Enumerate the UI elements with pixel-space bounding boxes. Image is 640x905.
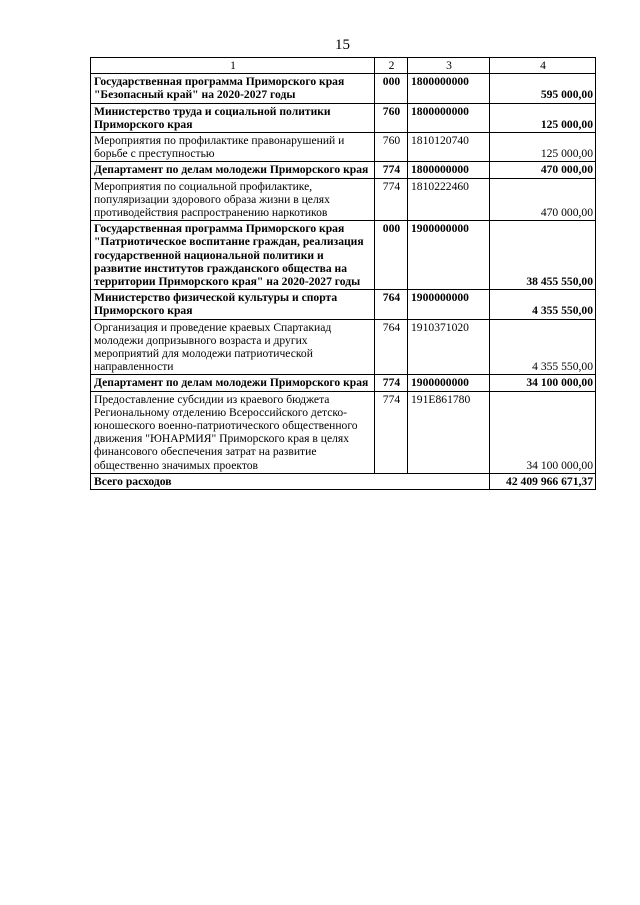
page-number: 15 — [335, 37, 350, 53]
row-target: 1810222460 — [408, 178, 490, 221]
header-col-1: 1 — [91, 58, 375, 74]
header-col-4: 4 — [490, 58, 596, 74]
row-target: 1810120740 — [408, 133, 490, 162]
row-target: 1800000000 — [408, 74, 490, 103]
table-row — [91, 103, 596, 132]
table-row — [91, 74, 596, 103]
row-code: 760 — [375, 133, 408, 162]
row-amount: 34 100 000,00 — [490, 375, 596, 391]
row-code: 774 — [375, 375, 408, 391]
row-amount: 4 355 550,00 — [490, 319, 596, 375]
row-target: 1900000000 — [408, 375, 490, 391]
header-col-3: 3 — [408, 58, 490, 74]
row-target: 1910371020 — [408, 319, 490, 375]
total-label: Всего расходов — [91, 473, 490, 489]
row-amount: 125 000,00 — [490, 133, 596, 162]
table-row — [91, 391, 596, 473]
table-row — [91, 133, 596, 162]
row-name: Организация и проведение краевых Спартакиад молодежи допризывного возраста и других мероприятий для молодежи патриотической направленности — [91, 319, 375, 375]
table-header-row — [91, 58, 596, 74]
row-amount: 38 455 550,00 — [490, 221, 596, 290]
row-name: Государственная программа Приморского края "Патриотическое воспитание граждан, реализация государственной национальной политики и развитие институтов гражданского общества на территории Приморского края" на 2020-2027 годы — [91, 221, 375, 290]
table-row — [91, 290, 596, 319]
row-name: Министерство труда и социальной политики Приморского края — [91, 103, 375, 132]
row-amount: 125 000,00 — [490, 103, 596, 132]
row-amount: 470 000,00 — [490, 178, 596, 221]
row-target: 1800000000 — [408, 103, 490, 132]
row-name: Мероприятия по социальной профилактике, популяризации здорового образа жизни в целях противодействия распространению наркотиков — [91, 178, 375, 221]
row-code: 000 — [375, 221, 408, 290]
table-row — [91, 319, 596, 375]
row-target: 1900000000 — [408, 290, 490, 319]
row-code: 764 — [375, 290, 408, 319]
total-row — [91, 473, 596, 489]
row-code: 774 — [375, 162, 408, 178]
row-code: 774 — [375, 391, 408, 473]
table-row — [91, 221, 596, 290]
row-target: 1900000000 — [408, 221, 490, 290]
row-target: 1800000000 — [408, 162, 490, 178]
row-code: 760 — [375, 103, 408, 132]
row-name: Государственная программа Приморского края "Безопасный край" на 2020-2027 годы — [91, 74, 375, 103]
row-amount: 4 355 550,00 — [490, 290, 596, 319]
row-name: Мероприятия по профилактике правонарушений и борьбе с преступностью — [91, 133, 375, 162]
table-row — [91, 162, 596, 178]
row-name: Департамент по делам молодежи Приморского края — [91, 375, 375, 391]
row-target: 191E861780 — [408, 391, 490, 473]
row-code: 774 — [375, 178, 408, 221]
table-row — [91, 375, 596, 391]
budget-table — [90, 57, 596, 490]
total-amount: 42 409 966 671,37 — [490, 473, 596, 489]
row-amount: 470 000,00 — [490, 162, 596, 178]
row-amount: 595 000,00 — [490, 74, 596, 103]
row-name: Министерство физической культуры и спорта Приморского края — [91, 290, 375, 319]
row-code: 764 — [375, 319, 408, 375]
table-row — [91, 178, 596, 221]
row-name: Предоставление субсидии из краевого бюджета Региональному отделению Всероссийского детско-юношеского военно-патриотического общественного движения "ЮНАРМИЯ" Приморского края в целях финансового обеспечения затрат на развитие общественно значимых проектов — [91, 391, 375, 473]
row-name: Департамент по делам молодежи Приморского края — [91, 162, 375, 178]
header-col-2: 2 — [375, 58, 408, 74]
row-amount: 34 100 000,00 — [490, 391, 596, 473]
row-code: 000 — [375, 74, 408, 103]
